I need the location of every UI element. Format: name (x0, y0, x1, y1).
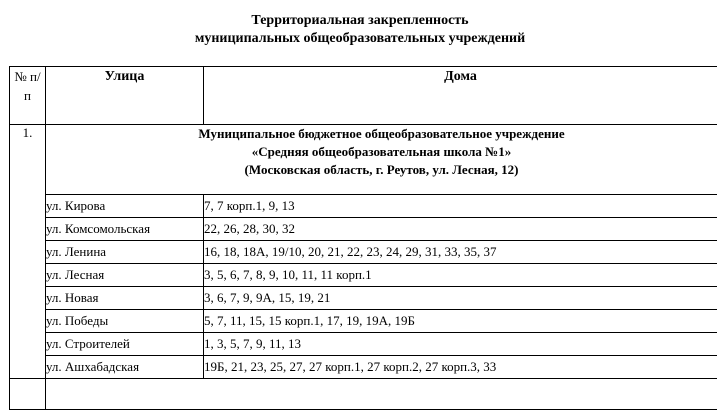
header-street: Улица (46, 67, 204, 125)
table-row (10, 218, 717, 241)
school-line-1: Муниципальное бюджетное общеобразовательное учреждение (46, 125, 717, 143)
houses-cell: 22, 26, 28, 30, 32 (204, 218, 717, 241)
street-cell: ул. Кирова (46, 195, 204, 218)
street-cell: ул. Лесная (46, 264, 204, 287)
table-header-row (10, 67, 717, 125)
school-line-3: (Московская область, г. Реутов, ул. Лесная, 12) (46, 161, 717, 179)
street-cell: ул. Ленина (46, 241, 204, 264)
header-houses: Дома (204, 67, 717, 125)
row-number: 1. (10, 125, 46, 379)
houses-cell: 7, 7 корп.1, 9, 13 (204, 195, 717, 218)
table-row (10, 264, 717, 287)
street-cell: ул. Новая (46, 287, 204, 310)
table-row (10, 195, 717, 218)
school-row (10, 125, 717, 195)
street-cell: ул. Ашхабадская (46, 356, 204, 379)
table-row (10, 241, 717, 264)
table-row (10, 287, 717, 310)
header-number: № п/ п (10, 67, 46, 125)
street-cell: ул. Победы (46, 310, 204, 333)
houses-cell: 19Б, 21, 23, 25, 27, 27 корп.1, 27 корп.2, 27 корп.3, 33 (204, 356, 717, 379)
empty-content-cell (46, 379, 717, 410)
school-name (46, 125, 717, 195)
document-title-line-1: Территориальная закрепленность (0, 12, 717, 30)
houses-cell: 3, 6, 7, 9, 9А, 15, 19, 21 (204, 287, 717, 310)
houses-cell: 3, 5, 6, 7, 8, 9, 10, 11, 11 корп.1 (204, 264, 717, 287)
houses-cell: 16, 18, 18А, 19/10, 20, 21, 22, 23, 24, 29, 31, 33, 35, 37 (204, 241, 717, 264)
empty-number-cell (10, 379, 46, 410)
table-row-empty (10, 379, 717, 410)
street-cell: ул. Комсомольская (46, 218, 204, 241)
table-row (10, 333, 717, 356)
document-title (0, 12, 717, 48)
street-cell: ул. Строителей (46, 333, 204, 356)
houses-cell: 5, 7, 11, 15, 15 корп.1, 17, 19, 19А, 19Б (204, 310, 717, 333)
school-line-2: «Средняя общеобразовательная школа №1» (46, 143, 717, 161)
houses-cell: 1, 3, 5, 7, 9, 11, 13 (204, 333, 717, 356)
document-title-line-2: муниципальных общеобразовательных учреждений (0, 30, 717, 48)
table-row (10, 310, 717, 333)
table-row (10, 356, 717, 379)
territory-table (9, 66, 717, 410)
